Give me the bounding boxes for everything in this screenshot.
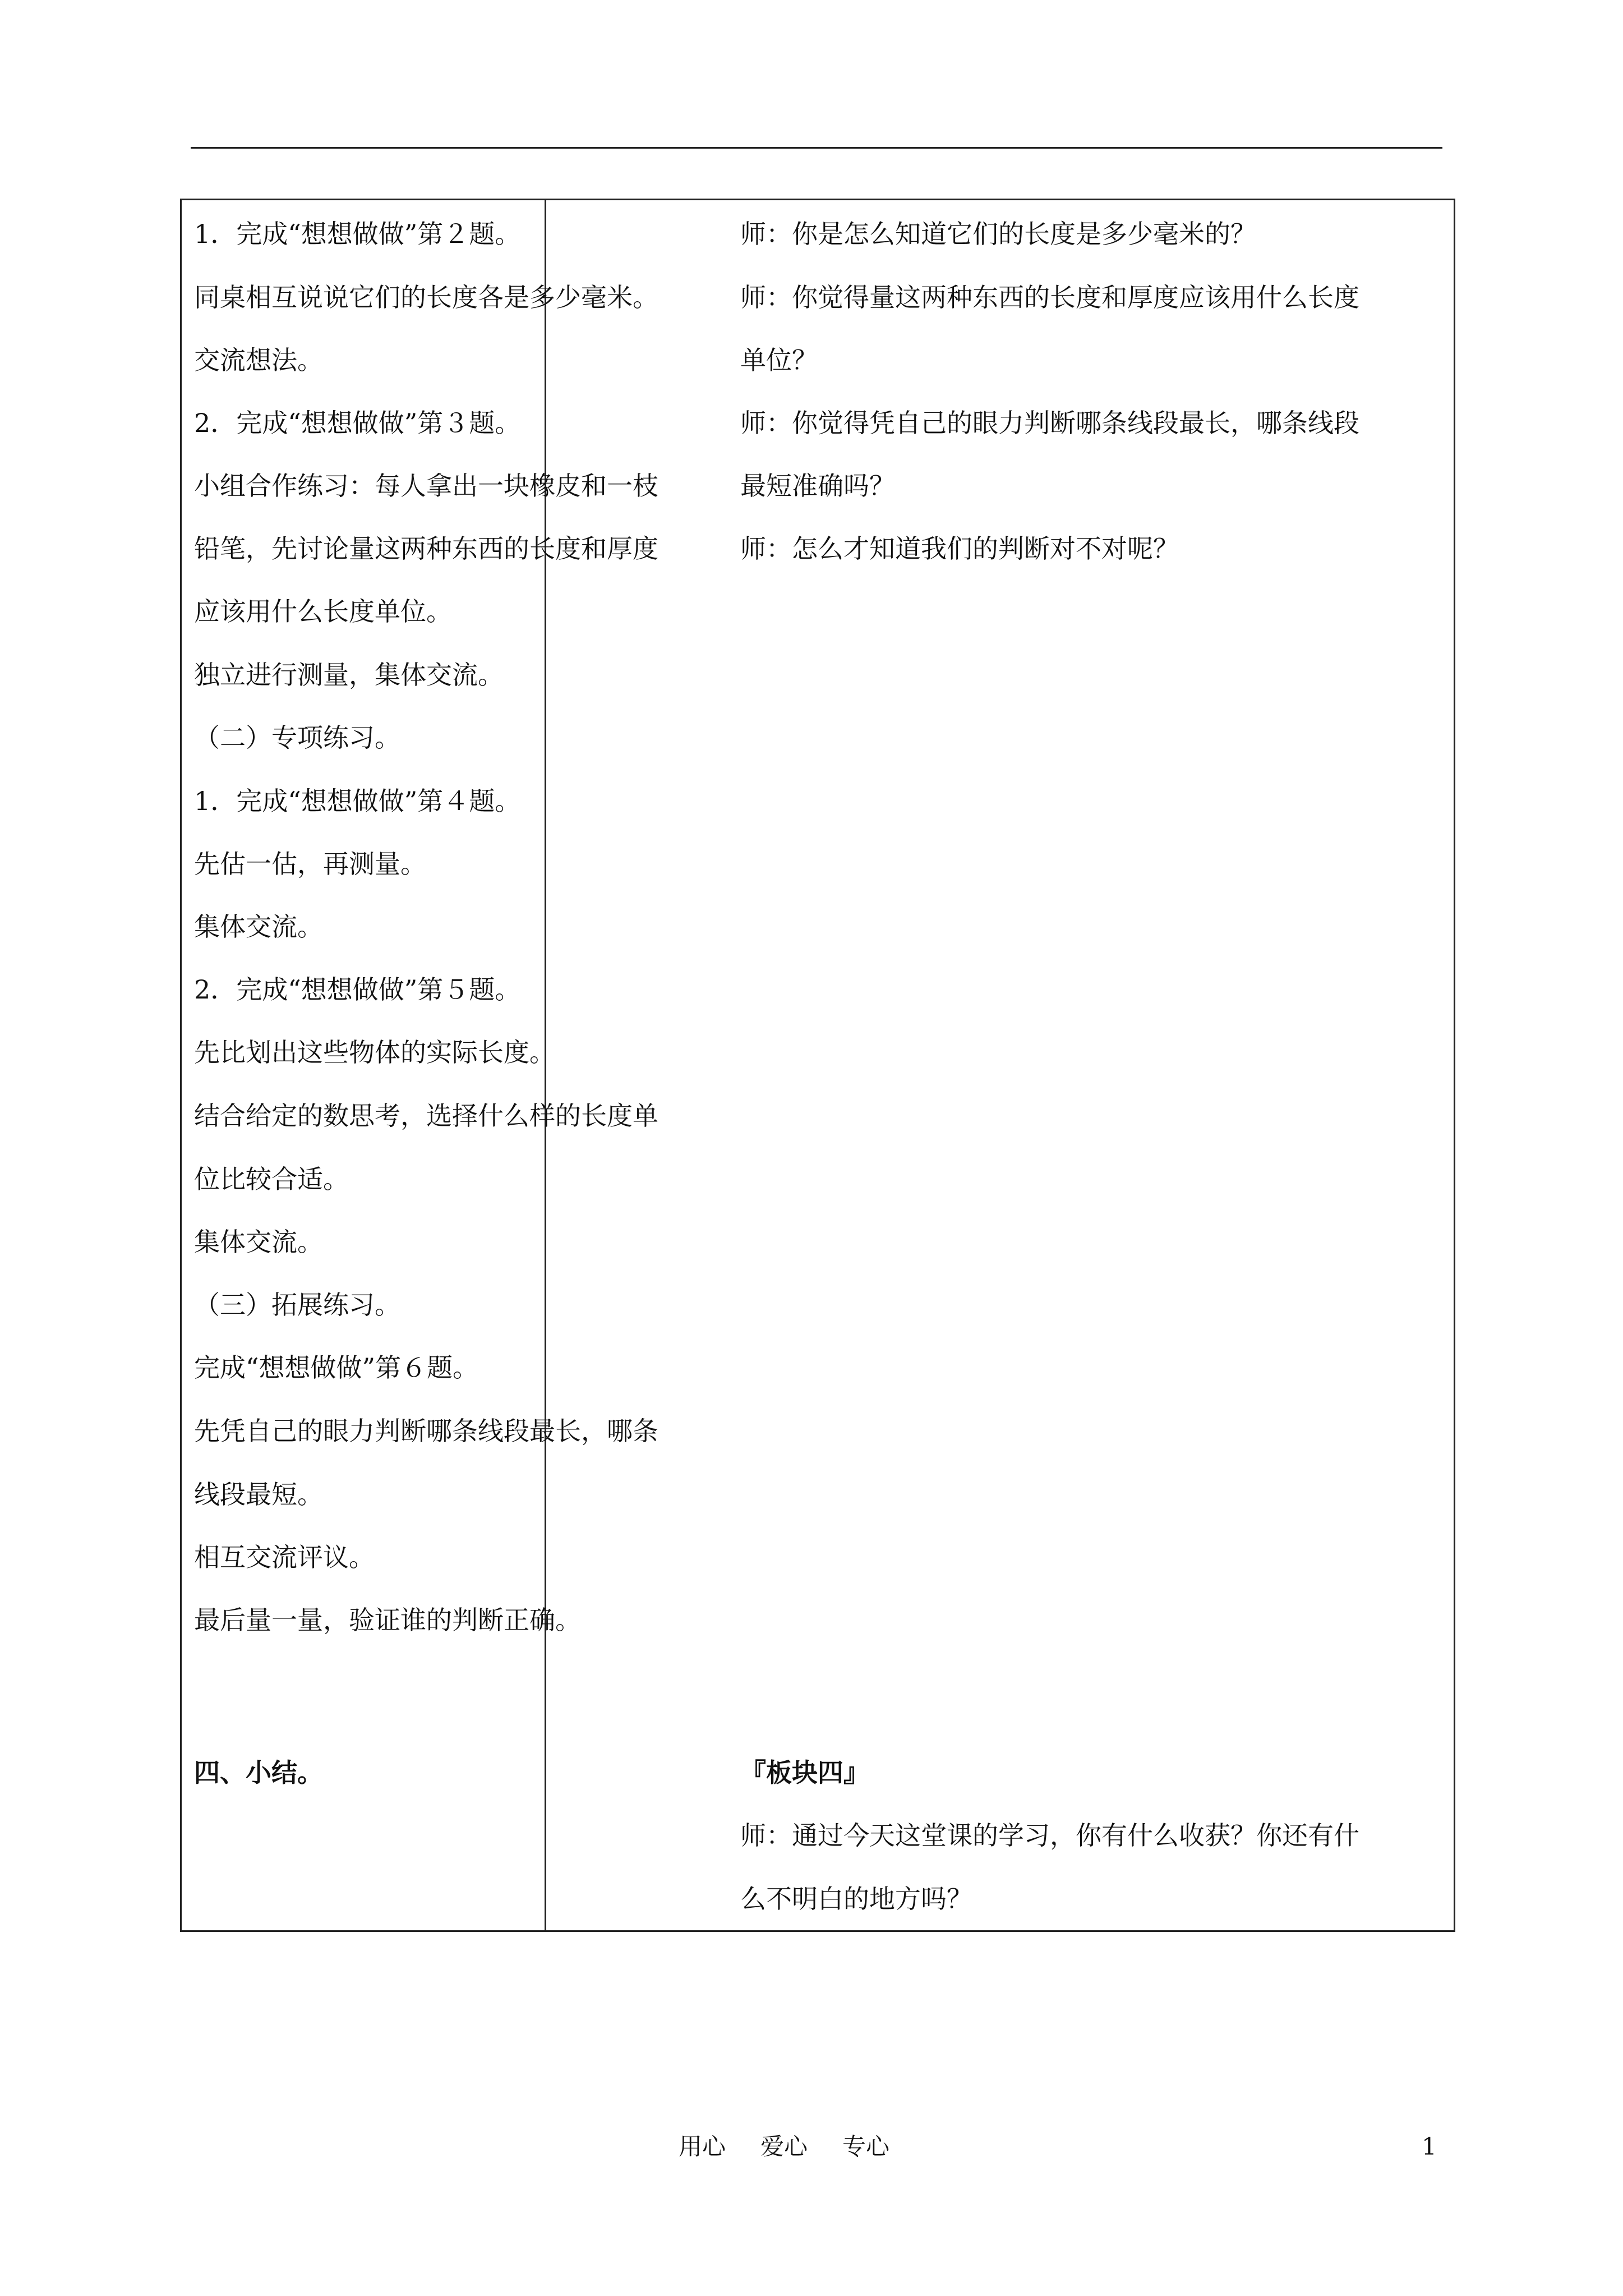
left-line: 先凭自己的眼力判断哪条线段最长，哪条 (194, 1416, 658, 1446)
footer-motto-2: 爱心 (760, 2133, 808, 2160)
left-line: 铅笔，先讨论量这两种东西的长度和厚度 (194, 533, 658, 564)
right-line: 师：通过今天这堂课的学习，你有什么收获？你还有什 (740, 1820, 1359, 1851)
left-line: 2．完成“想想做做”第３题。 (194, 408, 521, 438)
section-heading-summary: 四、小结。 (194, 1757, 323, 1788)
left-line: 结合给定的数思考，选择什么样的长度单 (194, 1101, 658, 1131)
right-line: 单位？ (740, 345, 818, 375)
left-line: 完成“想想做做”第６题。 (194, 1352, 479, 1383)
left-line: 1．完成“想想做做”第２题。 (194, 219, 521, 249)
page-number: 1 (1422, 2133, 1437, 2160)
left-line: 小组合作练习：每人拿出一块橡皮和一枝 (194, 471, 658, 501)
left-line: 最后量一量，验证谁的判断正确。 (194, 1605, 581, 1635)
right-line: 师：怎么才知道我们的判断对不对呢？ (740, 533, 1179, 564)
left-line: 位比较合适。 (194, 1164, 349, 1194)
left-line: 独立进行测量，集体交流。 (194, 660, 504, 690)
left-line: 相互交流评议。 (194, 1542, 375, 1572)
left-line: 1．完成“想想做做”第４题。 (194, 786, 521, 816)
left-line: 集体交流。 (194, 1227, 323, 1257)
footer-motto-3: 专心 (842, 2133, 890, 2160)
right-line: 师：你是怎么知道它们的长度是多少毫米的？ (740, 219, 1256, 249)
footer-motto (679, 2133, 889, 2161)
left-line: 交流想法。 (194, 345, 323, 375)
right-line: 师：你觉得凭自己的眼力判断哪条线段最长，哪条线段 (740, 408, 1359, 438)
right-line: 么不明白的地方吗？ (740, 1884, 972, 1914)
left-line: 2．完成“想想做做”第５题。 (194, 974, 521, 1005)
left-line: 线段最短。 (194, 1479, 323, 1510)
footer-motto-1: 用心 (679, 2133, 726, 2160)
left-line: 先比划出这些物体的实际长度。 (194, 1037, 555, 1068)
right-line: 师：你觉得量这两种东西的长度和厚度应该用什么长度 (740, 282, 1359, 312)
section-heading: （二）专项练习。 (194, 723, 400, 753)
right-line: 最短准确吗？ (740, 471, 895, 501)
left-line: 集体交流。 (194, 912, 323, 942)
left-line: 应该用什么长度单位。 (194, 596, 452, 627)
header-rule (191, 147, 1442, 149)
left-line: 先估一估，再测量。 (194, 849, 426, 879)
block-heading: 『板块四』 (740, 1757, 869, 1788)
section-heading: （三）拓展练习。 (194, 1290, 400, 1320)
left-line: 同桌相互说说它们的长度各是多少毫米。 (194, 282, 658, 312)
